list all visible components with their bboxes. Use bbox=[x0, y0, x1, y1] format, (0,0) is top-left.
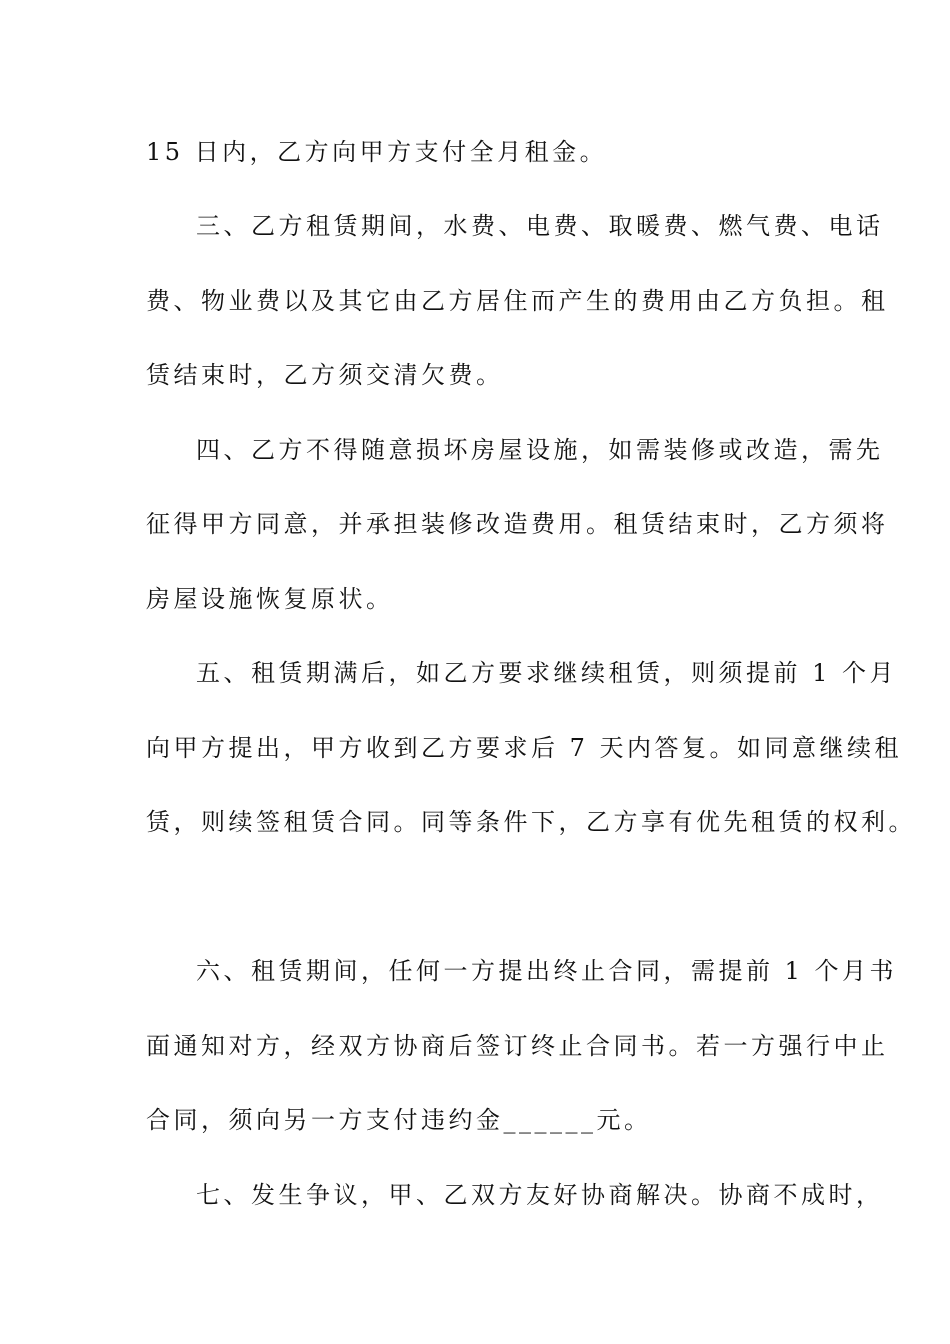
paragraph-5-line-1: 五、租赁期满后，如乙方要求继续租赁，则须提前 1 个月 bbox=[196, 659, 898, 687]
paragraph-7-line-1: 七、发生争议，甲、乙双方友好协商解决。协商不成时， bbox=[196, 1181, 884, 1209]
paragraph-6-line-2: 面通知对方，经双方协商后签订终止合同书。若一方强行中止 bbox=[146, 1032, 889, 1060]
paragraph-4-line-2: 征得甲方同意，并承担装修改造费用。租赁结束时，乙方须将 bbox=[146, 510, 889, 538]
paragraph-5-line-3: 赁，则续签租赁合同。同等条件下，乙方享有优先租赁的权利。 bbox=[146, 808, 916, 836]
paragraph-6-line-3: 合同，须向另一方支付违约金______元。 bbox=[146, 1106, 652, 1134]
paragraph-5-line-2: 向甲方提出，甲方收到乙方要求后 7 天内答复。如同意继续租 bbox=[146, 734, 903, 762]
paragraph-6-line-1: 六、租赁期间，任何一方提出终止合同，需提前 1 个月书 bbox=[196, 957, 898, 985]
paragraph-4-line-1: 四、乙方不得随意损坏房屋设施，如需装修或改造，需先 bbox=[196, 436, 884, 464]
paragraph-4-line-3: 房屋设施恢复原状。 bbox=[146, 585, 394, 613]
text-line: 15 日内，乙方向甲方支付全月租金。 bbox=[146, 138, 608, 166]
paragraph-3-line-2: 费、物业费以及其它由乙方居住而产生的费用由乙方负担。租 bbox=[146, 287, 889, 315]
paragraph-3-line-3: 赁结束时，乙方须交清欠费。 bbox=[146, 361, 504, 389]
paragraph-3-line-1: 三、乙方租赁期间，水费、电费、取暖费、燃气费、电话 bbox=[196, 212, 884, 240]
